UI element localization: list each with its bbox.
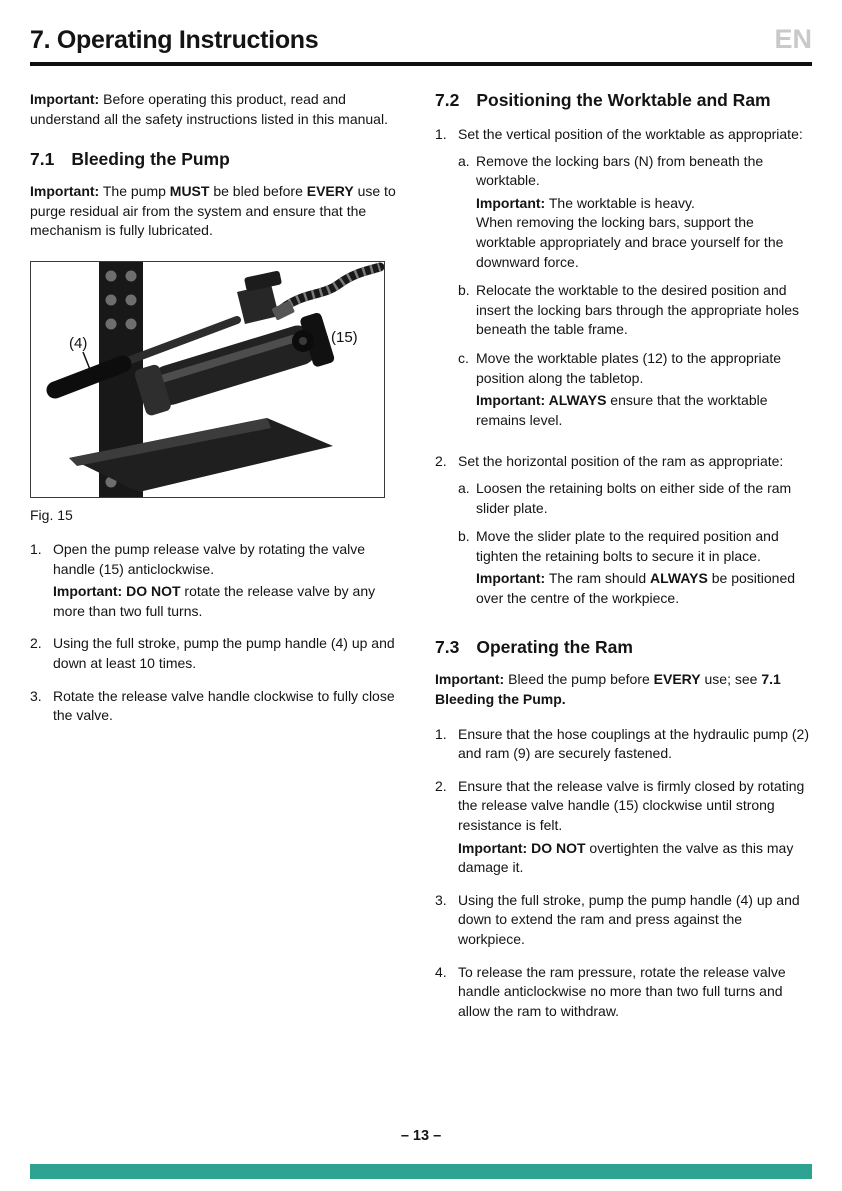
list-item (458, 527, 812, 608)
ram-steps-list (435, 725, 812, 1022)
list-item (30, 687, 401, 726)
step-number: 2. (435, 453, 447, 470)
page-header (30, 26, 812, 55)
step-number: 1. (30, 540, 42, 557)
step-text: To release the ram pressure, rotate the release valve handle anticlockwise no more than two full turns and allow the ram to withdraw. (458, 963, 786, 1019)
section-heading-7-3 (435, 637, 812, 658)
step-text: Move the slider plate to the required position and tighten the retaining bolts to secure it in place. (476, 528, 779, 564)
section-number: 7.2 (435, 90, 460, 110)
section-number: 7.1 (30, 149, 55, 170)
language-badge: EN (774, 24, 812, 54)
section-title: Bleeding the Pump (71, 149, 230, 170)
important-note: Important: The worktable is heavy. When removing the locking bars, support the worktable appropriately and brace yourself for the downward force. (476, 194, 784, 270)
list-item (458, 281, 812, 340)
list-item (30, 634, 401, 673)
list-item (435, 891, 812, 950)
substep-letter: b. (458, 528, 470, 545)
step-text: Relocate the worktable to the desired position and insert the locking bars through the appropriate holes beneath the table frame. (476, 282, 799, 338)
substep-letter: a. (458, 152, 470, 169)
footer-accent-bar (30, 1164, 812, 1179)
figure-frame (30, 261, 385, 498)
list-item (435, 125, 812, 439)
step-text: Ensure that the release valve is firmly closed by rotating the release valve handle (15) clockwise until strong resistance is felt. (458, 777, 805, 834)
substep-letter: b. (458, 282, 470, 299)
substeps-list (458, 479, 812, 609)
callout-pump-handle: (4) (69, 334, 88, 352)
substeps-list (458, 152, 812, 431)
list-item (458, 479, 812, 518)
list-item (458, 152, 812, 273)
step-number: 1. (435, 725, 447, 742)
section-heading-7-1 (30, 149, 401, 170)
substep-letter: a. (458, 479, 470, 496)
bleeding-steps-list (30, 540, 401, 726)
list-item (435, 777, 812, 878)
worktable-steps-list (435, 125, 812, 617)
step-number: 1. (435, 126, 447, 142)
section-title: Positioning the Worktable and Ram (476, 90, 771, 110)
important-note: Important: DO NOT rotate the release valve by any more than two full turns. (53, 583, 376, 619)
step-text: Using the full stroke, pump the pump handle (4) up and down at least 10 times. (53, 635, 395, 671)
intro-paragraph: Important: Before operating this product, read and understand all the safety instructions listed in this manual. (30, 91, 388, 127)
step-text: Ensure that the hose couplings at the hydraulic pump (2) and ram (9) are securely fastened. (458, 725, 809, 762)
step-text: Rotate the release valve handle clockwise to fully close the valve. (53, 687, 395, 724)
list-item (435, 963, 812, 1022)
section-title: Operating the Ram (476, 637, 633, 658)
section-heading-7-2 (435, 90, 812, 111)
step-text: Open the pump release valve by rotating the valve handle (15) anticlockwise. (53, 540, 366, 577)
step-text: Set the horizontal position of the ram as appropriate: (458, 453, 784, 470)
step-number: 2. (30, 635, 42, 652)
step-number: 3. (30, 687, 42, 704)
substep-letter: c. (458, 349, 469, 366)
step-number: 4. (435, 963, 447, 980)
header-rule (30, 62, 812, 66)
page-title: 7. Operating Instructions (30, 26, 319, 54)
right-column (435, 90, 812, 1034)
figure-caption: Fig. 15 (30, 506, 73, 523)
callout-valve-handle: (15) (331, 328, 358, 346)
section-number: 7.3 (435, 637, 460, 658)
list-item (458, 349, 812, 430)
hydraulic-pump-illustration (31, 262, 384, 497)
important-paragraph: Important: The pump MUST be bled before EVERY use to purge residual air from the system and ensure that the mechanism is fully lubricated. (30, 183, 396, 239)
list-item (30, 540, 401, 621)
important-note: Important: The ram should ALWAYS be positioned over the centre of the workpiece. (476, 570, 796, 606)
step-text: Set the vertical position of the worktable as appropriate: (458, 126, 803, 142)
important-note: Important: DO NOT overtighten the valve as this may damage it. (458, 839, 794, 876)
list-item (435, 725, 812, 764)
important-paragraph: Important: Bleed the pump before EVERY use; see 7.1 Bleeding the Pump. (435, 671, 781, 708)
important-note: Important: ALWAYS ensure that the worktable remains level. (476, 392, 768, 428)
page-number: – 13 – (400, 1128, 442, 1144)
list-item (435, 452, 812, 617)
figure-15 (30, 261, 401, 523)
step-text: Loosen the retaining bolts on either side of the ram slider plate. (476, 479, 792, 516)
step-text: Move the worktable plates (12) to the appropriate position along the tabletop. (476, 349, 782, 386)
left-column (30, 90, 401, 1034)
step-number: 3. (435, 891, 447, 908)
step-text: Using the full stroke, pump the pump handle (4) up and down to extend the ram and press against the workpiece. (458, 891, 800, 947)
step-text: Remove the locking bars (N) from beneath the worktable. (476, 152, 764, 189)
step-number: 2. (435, 777, 447, 794)
two-column-layout (30, 90, 812, 1034)
